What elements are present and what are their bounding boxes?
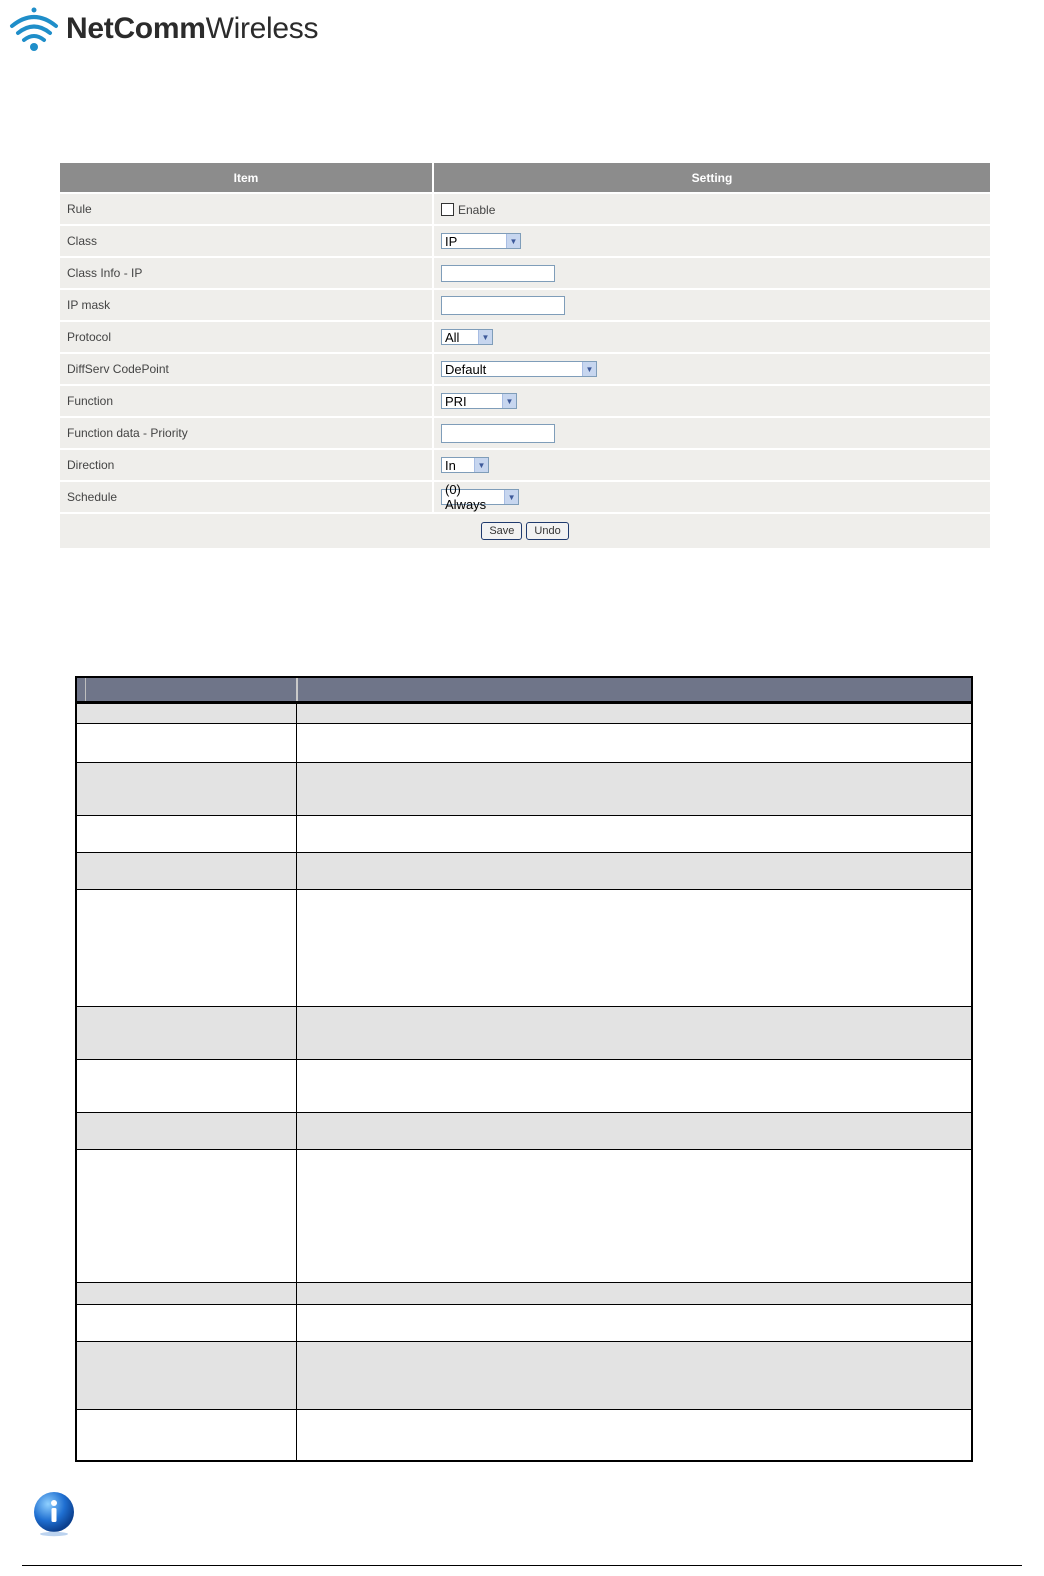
form-header [60, 163, 990, 192]
protocol-select[interactable]: All ▼ [441, 329, 493, 345]
function-data-input[interactable] [441, 424, 555, 443]
row-function-data [60, 416, 990, 448]
class-info-label: Class Info - IP [60, 256, 434, 288]
header-item: Item [60, 163, 434, 192]
undo-button[interactable]: Undo [526, 522, 568, 540]
class-info-input[interactable] [441, 265, 555, 282]
row-class [60, 224, 990, 256]
ip-mask-label: IP mask [60, 288, 434, 320]
class-label: Class [60, 224, 434, 256]
row-diffserv [60, 352, 990, 384]
diffserv-label: DiffServ CodePoint [60, 352, 434, 384]
row-schedule [60, 480, 990, 512]
qos-rule-form [60, 163, 990, 548]
chevron-down-icon: ▼ [478, 330, 492, 344]
header-setting: Setting [434, 163, 990, 192]
rule-label: Rule [60, 192, 434, 224]
ip-mask-input[interactable] [441, 296, 565, 315]
row-rule [60, 192, 990, 224]
button-row [60, 512, 990, 548]
row-function [60, 384, 990, 416]
chevron-down-icon: ▼ [504, 490, 518, 504]
table-row [77, 1409, 971, 1460]
schedule-label: Schedule [60, 480, 434, 512]
diffserv-select[interactable]: Default ▼ [441, 361, 597, 377]
description-table-header [77, 678, 971, 703]
table-row [77, 1006, 971, 1059]
save-button[interactable]: Save [481, 522, 522, 540]
row-protocol [60, 320, 990, 352]
function-label: Function [60, 384, 434, 416]
chevron-down-icon: ▼ [582, 362, 596, 376]
settings-description-table [75, 676, 973, 1462]
table-row [77, 815, 971, 852]
netcomm-logo [8, 6, 318, 52]
table-row [77, 1282, 971, 1304]
table-row [77, 723, 971, 762]
function-select[interactable]: PRI ▼ [441, 393, 517, 409]
function-data-label: Function data - Priority [60, 416, 434, 448]
row-class-info [60, 256, 990, 288]
enable-label: Enable [458, 202, 496, 217]
direction-select[interactable]: In ▼ [441, 457, 489, 473]
table-row [77, 1112, 971, 1149]
table-row [77, 1059, 971, 1112]
class-select[interactable]: IP ▼ [441, 233, 521, 249]
chevron-down-icon: ▼ [506, 234, 520, 248]
schedule-select[interactable]: (0) Always ▼ [441, 489, 519, 505]
chevron-down-icon: ▼ [502, 394, 516, 408]
footer-divider [22, 1565, 1022, 1566]
brand-name: NetCommWireless [66, 12, 319, 45]
protocol-label: Protocol [60, 320, 434, 352]
rule-enable-checkbox[interactable] [441, 203, 454, 216]
table-row [77, 1304, 971, 1341]
wireless-signal-icon [8, 6, 60, 52]
table-row [77, 762, 971, 815]
chevron-down-icon: ▼ [474, 458, 488, 472]
table-row [77, 889, 971, 1006]
row-ip-mask [60, 288, 990, 320]
table-row [77, 852, 971, 889]
info-icon [32, 1491, 78, 1542]
row-direction [60, 448, 990, 480]
direction-label: Direction [60, 448, 434, 480]
table-row [77, 1149, 971, 1282]
table-row [77, 1341, 971, 1409]
table-row [77, 703, 971, 723]
